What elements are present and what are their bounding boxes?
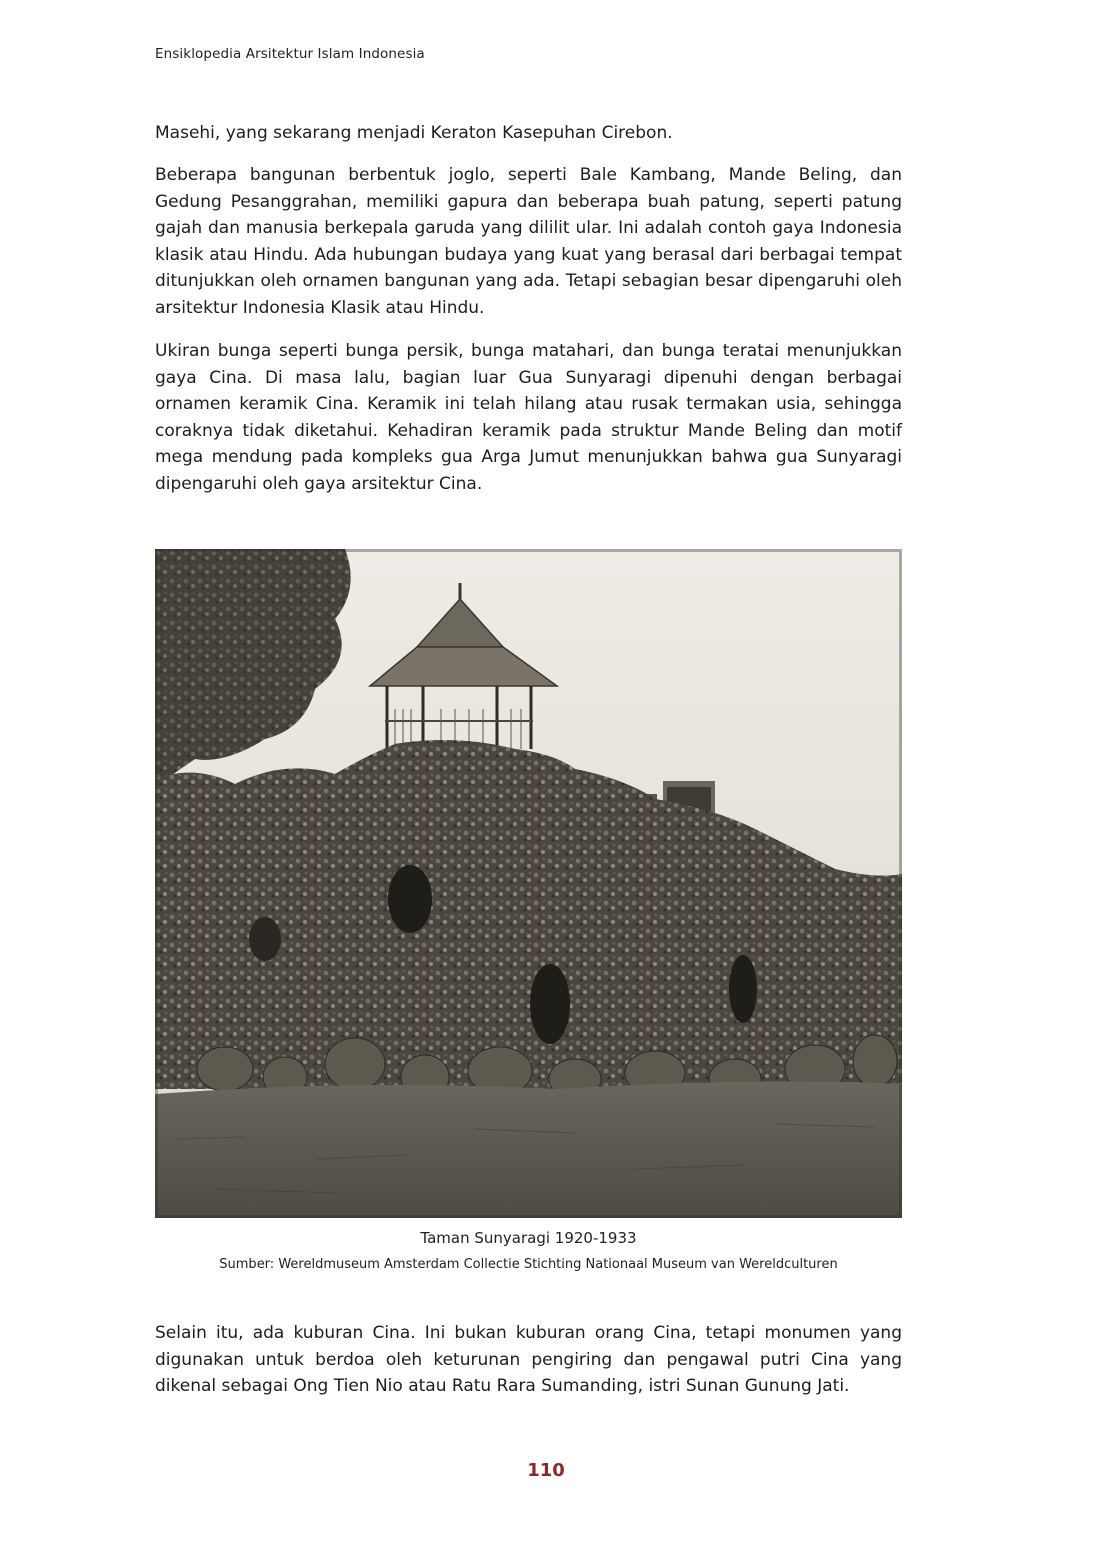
- figure-caption-title: Taman Sunyaragi 1920-1933: [420, 1229, 637, 1247]
- body-paragraph-1: Masehi, yang sekarang menjadi Keraton Kasepuhan Cirebon.: [155, 123, 673, 143]
- page-number: 110: [527, 1460, 565, 1481]
- body-paragraph-2: Beberapa bangunan berbentuk joglo, seperti Bale Kambang, Mande Beling, dan Gedung Pesanggrahan, memiliki gapura dan beberapa buah patung, seperti patung gajah dan manusia berkepala garuda yang dililit ular. Ini adalah contoh gaya Indonesia klasik atau Hindu. Ada hubungan budaya yang kuat yang berasal dari berbagai tempat ditunjukkan oleh ornamen bangunan yang ada. Tetapi sebagian besar dipengaruhi oleh arsitektur Indonesia Klasik atau Hindu.: [155, 165, 902, 318]
- body-paragraph-4: Selain itu, ada kuburan Cina. Ini bukan kuburan orang Cina, tetapi monumen yang digunakan untuk berdoa oleh keturunan pengiring dan pengawal putri Cina yang dikenal sebagai Ong Tien Nio atau Ratu Rara Sumanding, istri Sunan Gunung Jati.: [155, 1323, 902, 1397]
- body-paragraph-3: Ukiran bunga seperti bunga persik, bunga matahari, dan bunga teratai menunjukkan gaya Cina. Di masa lalu, bagian luar Gua Sunyaragi dipenuhi dengan berbagai ornamen keramik Cina. Keramik ini telah hilang atau rusak termakan usia, sehingga coraknya tidak diketahui. Kehadiran keramik pada struktur Mande Beling dan motif mega mendung pada kompleks gua Arga Jumut menunjukkan bahwa gua Sunyaragi dipengaruhi oleh gaya arsitektur Cina.: [155, 341, 902, 494]
- taman-sunyaragi-photo: [155, 549, 902, 1218]
- running-header: Ensiklopedia Arsitektur Islam Indonesia: [155, 46, 425, 62]
- figure-caption-source: Sumber: Wereldmuseum Amsterdam Collectie Stichting Nationaal Museum van Wereldculturen: [219, 1257, 838, 1272]
